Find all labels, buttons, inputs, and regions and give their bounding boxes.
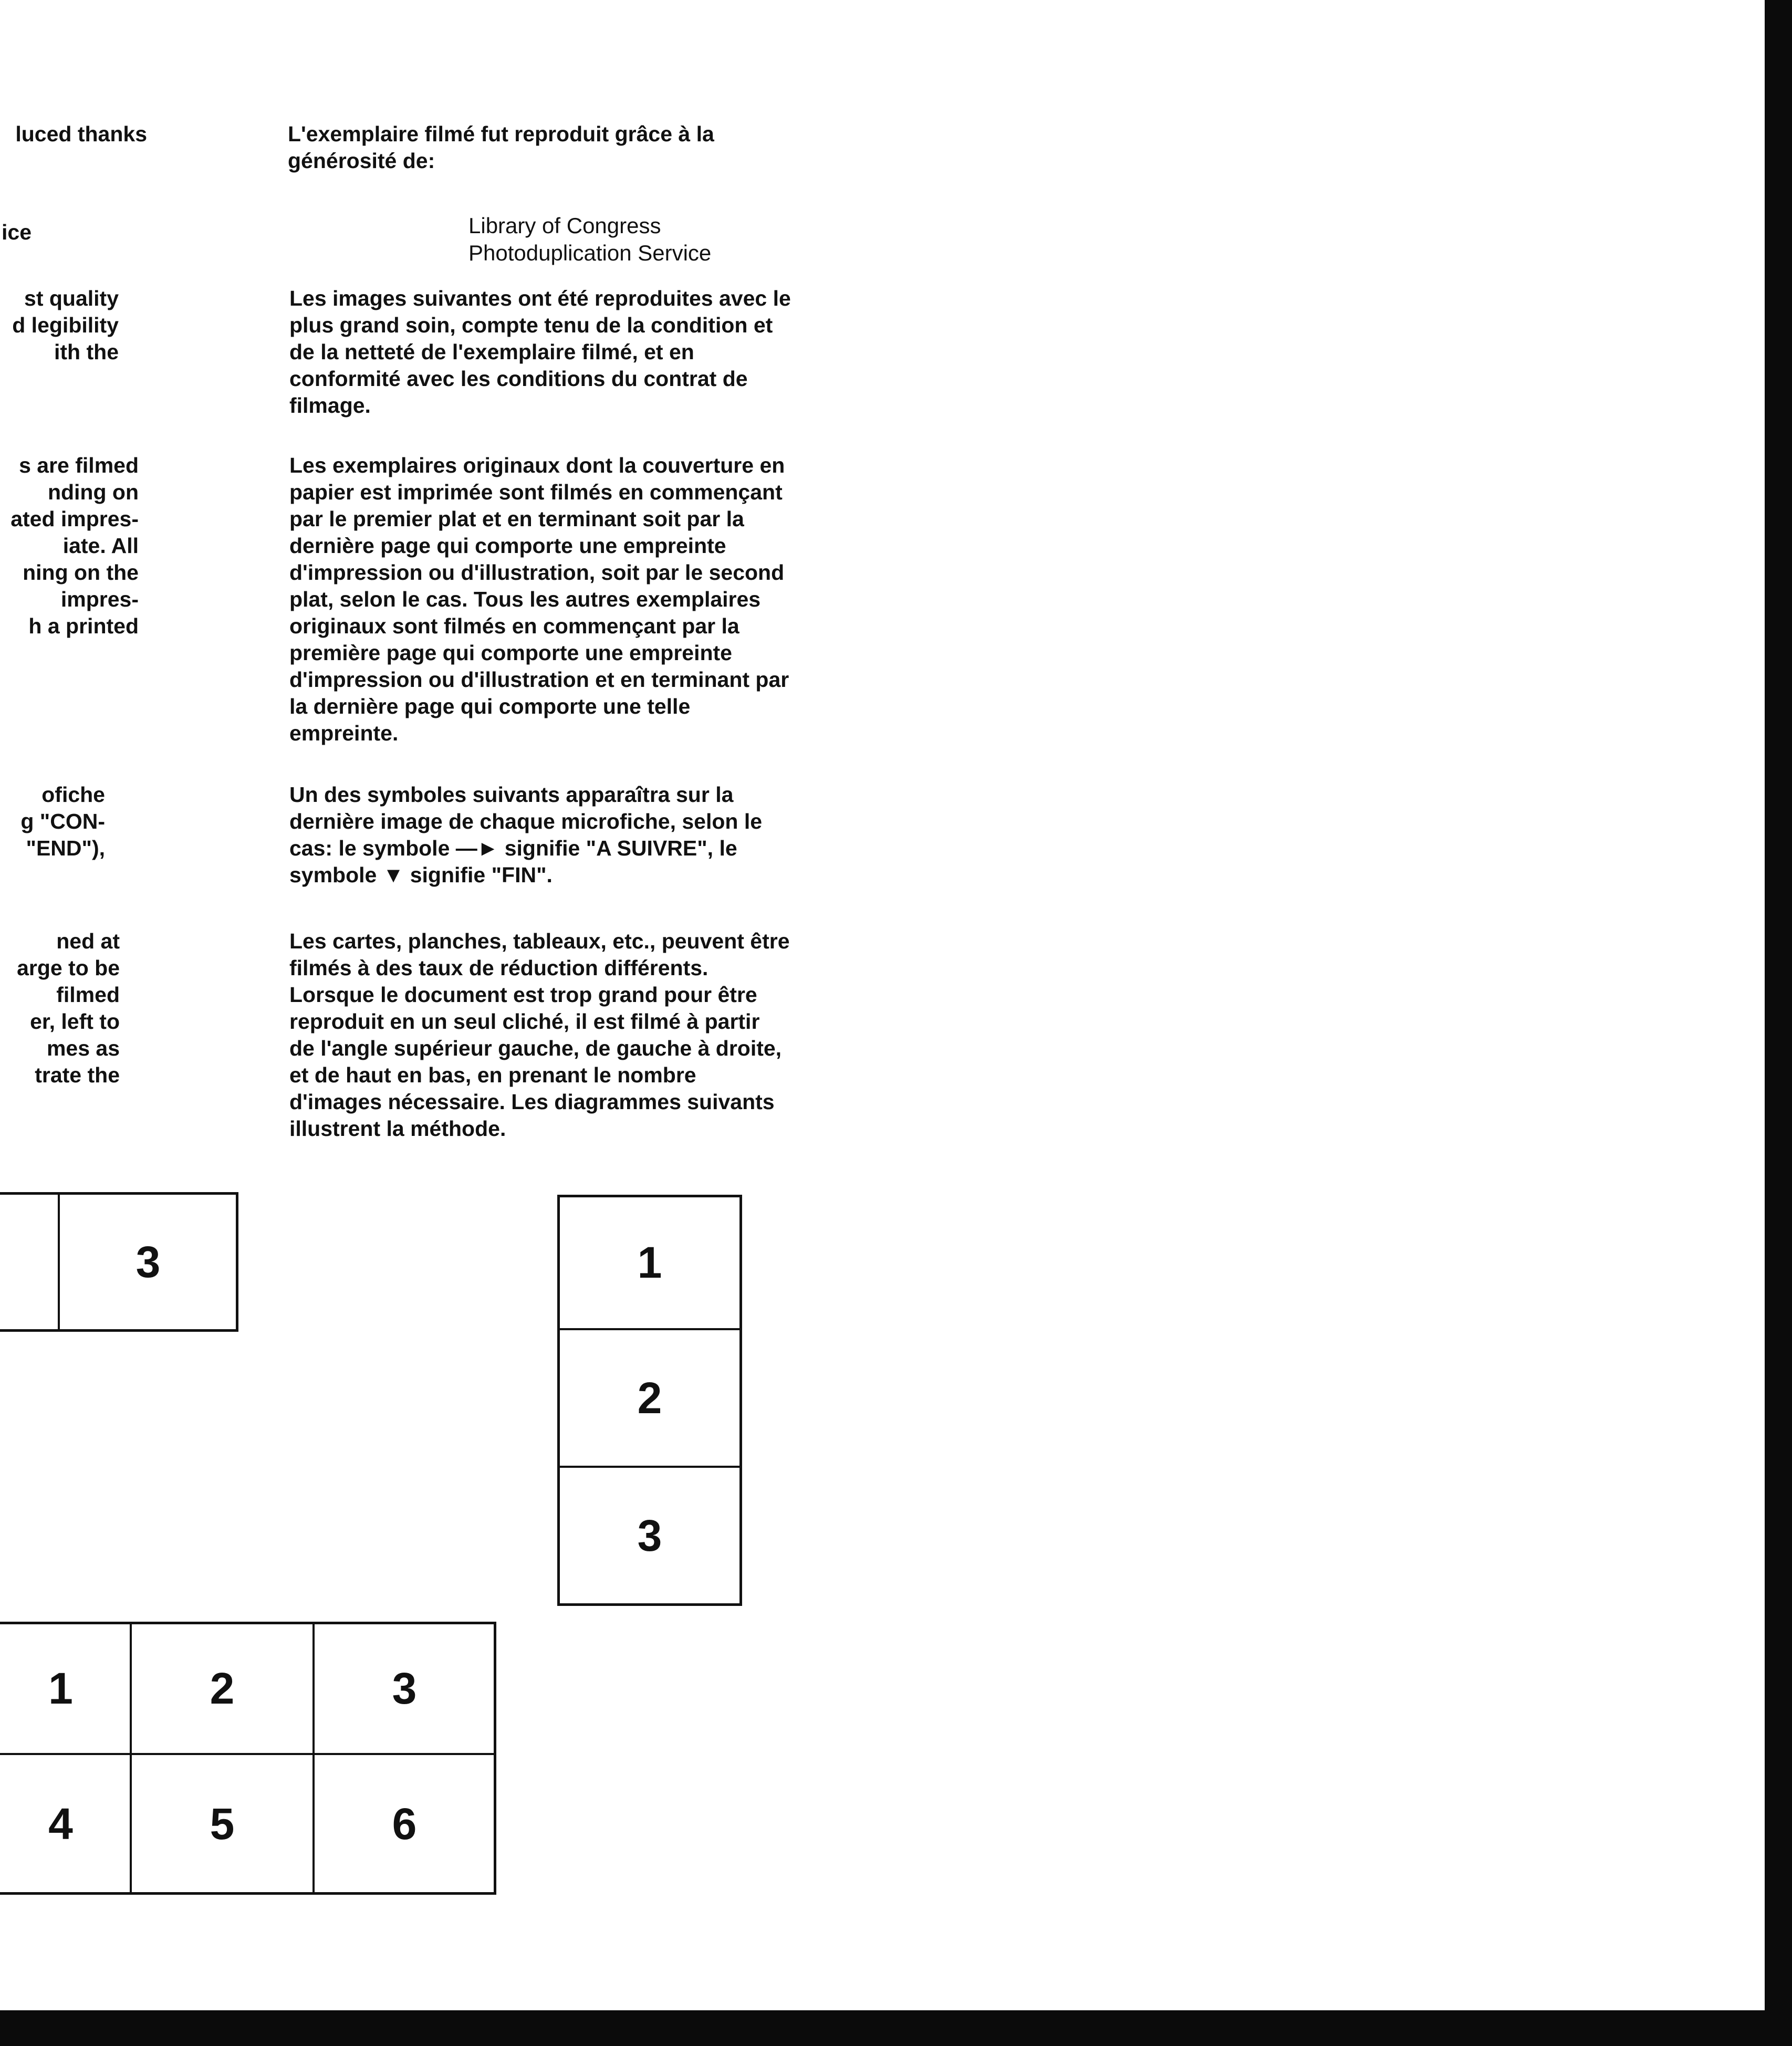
grid-diagram-cell: 4 [0, 1753, 132, 1895]
column-diagram-cell: 3 [557, 1466, 742, 1606]
grid-diagram-cell: 6 [312, 1753, 496, 1895]
scan-border-right [1765, 0, 1792, 2046]
grid-diagram-cell: 2 [130, 1622, 315, 1755]
row-diagram-cell: 3 [58, 1192, 238, 1332]
column-diagram-cell: 2 [557, 1328, 742, 1468]
grid-diagram-cell: 3 [312, 1622, 496, 1755]
maps-paragraph: Les cartes, planches, tableaux, etc., peuvent être filmés à des taux de réduction différents. Lorsque le document est trop grand pour être reproduit en un seul cliché, il est filmé à partir de l'angle supérieur gauche, de gauche à droite, et de haut en bas, en prenant le nombre d'images nécessaire. Les diagrammes suivants illustrent la méthode. [289, 929, 790, 1141]
library-name: Library of Congress Photoduplication Service [468, 213, 712, 265]
left-fragment-maps: ned at arge to be filmed er, left to mes as trate the [17, 929, 120, 1087]
left-fragment-service: ice [2, 220, 32, 244]
grid-diagram-cell: 5 [130, 1753, 315, 1895]
scan-border-bottom [0, 2010, 1792, 2046]
grid-diagram-cell: 1 [0, 1622, 132, 1755]
left-fragment-filmed: s are filmed nding on ated impres- iate. All ning on the impres- h a printed [11, 453, 139, 638]
left-fragment-quality: st quality d legibility ith the [12, 286, 119, 364]
column-diagram-cell: 1 [557, 1195, 742, 1330]
symbols-paragraph: Un des symboles suivants apparaîtra sur la dernière image de chaque microfiche, selon le cas: le symbole —► signifie "A SUIVRE", le symbole ▼ signifie "FIN". [289, 782, 763, 887]
originals-paragraph: Les exemplaires originaux dont la couverture en papier est imprimée sont filmés en commençant par le premier plat et en terminant soit par la dernière page qui comporte une empreinte d'impression ou d'illustration, soit par le second plat, selon le cas. Tous les autres exemplaires originaux sont filmés en commençant par la première page qui comporte une empreinte d'impression ou d'illustration et en terminant par la dernière page qui comporte une telle empreinte. [289, 453, 789, 745]
intro-paragraph: L'exemplaire filmé fut reproduit grâce à la générosité de: [288, 122, 714, 173]
left-fragment-thanks: luced thanks [15, 122, 147, 146]
images-paragraph: Les images suivantes ont été reproduites avec le plus grand soin, compte tenu de la condition et de la netteté de l'exemplaire filmé, et en conformité avec les conditions du contrat de filmage. [289, 286, 791, 417]
row-diagram-cell [0, 1192, 60, 1332]
left-fragment-microfiche: ofiche g "CON- "END"), [20, 782, 105, 860]
